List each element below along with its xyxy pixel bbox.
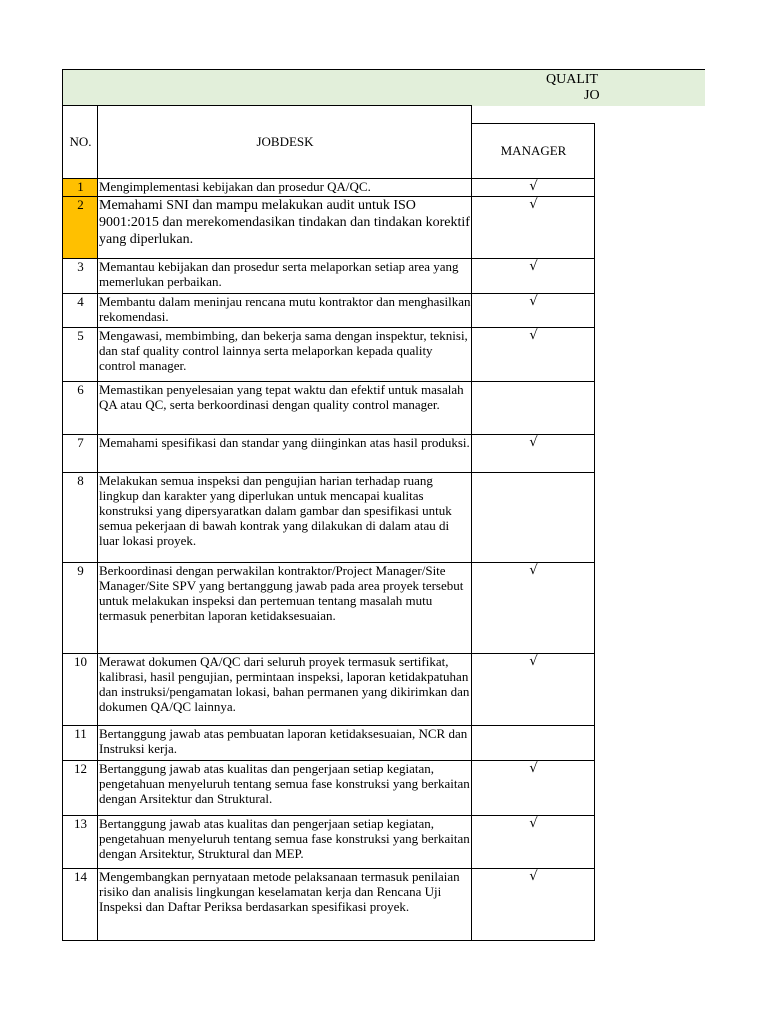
row-jobdesk-text: Bertanggung jawab atas pembuatan laporan ketidaksesuaian, NCR dan Instruksi kerja.	[98, 725, 472, 760]
table-row	[63, 434, 595, 472]
manager-check-mark: √	[472, 815, 595, 868]
jobdesk-table	[62, 105, 595, 941]
row-jobdesk-text: Bertanggung jawab atas kualitas dan pengerjaan setiap kegiatan, pengetahuan menyeluruh tentang semua fase konstruksi yang berkaitan dengan Arsitektur dan Struktural.	[98, 760, 472, 815]
manager-check-mark: √	[472, 258, 595, 293]
row-number: 9	[63, 562, 98, 653]
row-jobdesk-text: Memantau kebijakan dan prosedur serta melaporkan setiap area yang memerlukan perbaikan.	[98, 258, 472, 293]
table-row	[63, 868, 595, 940]
table-row	[63, 725, 595, 760]
header-jobdesk: JOBDESK	[98, 106, 472, 179]
table-row	[63, 178, 595, 196]
manager-check-mark: √	[472, 760, 595, 815]
row-jobdesk-text: Mengimplementasi kebijakan dan prosedur QA/QC.	[98, 178, 472, 196]
header-spacer	[472, 106, 595, 124]
row-number: 5	[63, 327, 98, 381]
row-jobdesk-text: Bertanggung jawab atas kualitas dan pengerjaan setiap kegiatan, pengetahuan menyeluruh tentang semua fase konstruksi yang berkaitan dengan Arsitektur, Struktural dan MEP.	[98, 815, 472, 868]
manager-check-mark: √	[472, 653, 595, 725]
manager-check-mark: √	[472, 178, 595, 196]
manager-check-mark: √	[472, 293, 595, 327]
row-number: 11	[63, 725, 98, 760]
row-number: 3	[63, 258, 98, 293]
manager-check-mark: √	[472, 196, 595, 258]
row-jobdesk-text: Merawat dokumen QA/QC dari seluruh proyek termasuk sertifikat, kalibrasi, hasil pengujian, permintaan inspeksi, laporan ketidakpatuhan dan instruksi/pengamatan lokasi, bahan permanen yang dikirimkan dan dokumen QA/QC lainnya.	[98, 653, 472, 725]
table-row	[63, 381, 595, 434]
banner-title-line1: QUALIT	[546, 72, 599, 87]
manager-check-mark: √	[472, 434, 595, 472]
row-jobdesk-text: Berkoordinasi dengan perwakilan kontraktor/Project Manager/Site Manager/Site SPV yang bertanggung jawab pada area proyek tersebut untuk melakukan inspeksi dan pertemuan tentang masalah mutu termasuk penerbitan laporan ketidaksesuaian.	[98, 562, 472, 653]
table-row	[63, 653, 595, 725]
row-jobdesk-text: Memahami spesifikasi dan standar yang diinginkan atas hasil produksi.	[98, 434, 472, 472]
header-no: NO.	[63, 106, 98, 179]
manager-check-mark	[472, 381, 595, 434]
table-row	[63, 815, 595, 868]
row-number: 12	[63, 760, 98, 815]
row-jobdesk-text: Membantu dalam meninjau rencana mutu kontraktor dan menghasilkan rekomendasi.	[98, 293, 472, 327]
row-number: 14	[63, 868, 98, 940]
row-number: 1	[63, 178, 98, 196]
title-banner	[62, 69, 705, 106]
row-number: 10	[63, 653, 98, 725]
table-row	[63, 562, 595, 653]
row-number: 8	[63, 472, 98, 562]
row-jobdesk-text: Mengembangkan pernyataan metode pelaksanaan termasuk penilaian risiko dan analisis lingkungan keselamatan kerja dan Rencana Uji Inspeksi dan Daftar Periksa berdasarkan spesifikasi proyek.	[98, 868, 472, 940]
table-row	[63, 327, 595, 381]
manager-check-mark	[472, 725, 595, 760]
manager-check-mark: √	[472, 562, 595, 653]
table-row	[63, 258, 595, 293]
table-row	[63, 196, 595, 258]
row-jobdesk-text: Melakukan semua inspeksi dan pengujian harian terhadap ruang lingkup dan karakter yang diperlukan untuk mencapai kualitas konstruksi yang dipersyaratkan dalam gambar dan spesifikasi untuk semua pekerjaan di bawah kontrak yang dilakukan di dalam atau di luar lokasi proyek.	[98, 472, 472, 562]
manager-check-mark: √	[472, 868, 595, 940]
table-row	[63, 472, 595, 562]
row-number: 6	[63, 381, 98, 434]
row-jobdesk-text: Memastikan penyelesaian yang tepat waktu dan efektif untuk masalah QA atau QC, serta berkoordinasi dengan quality control manager.	[98, 381, 472, 434]
manager-check-mark	[472, 472, 595, 562]
header-manager: MANAGER	[472, 123, 595, 178]
row-jobdesk-text: Mengawasi, membimbing, dan bekerja sama dengan inspektur, teknisi, dan staf quality control lainnya serta melaporkan kepada quality control manager.	[98, 327, 472, 381]
row-number: 4	[63, 293, 98, 327]
table-row	[63, 293, 595, 327]
table-row	[63, 760, 595, 815]
manager-check-mark: √	[472, 327, 595, 381]
row-number: 2	[63, 196, 98, 258]
row-number: 13	[63, 815, 98, 868]
banner-title-line2: JO	[584, 88, 600, 103]
row-number: 7	[63, 434, 98, 472]
row-jobdesk-text: Memahami SNI dan mampu melakukan audit untuk ISO 9001:2015 dan merekomendasikan tindakan dan tindakan korektif yang diperlukan.	[98, 196, 472, 258]
